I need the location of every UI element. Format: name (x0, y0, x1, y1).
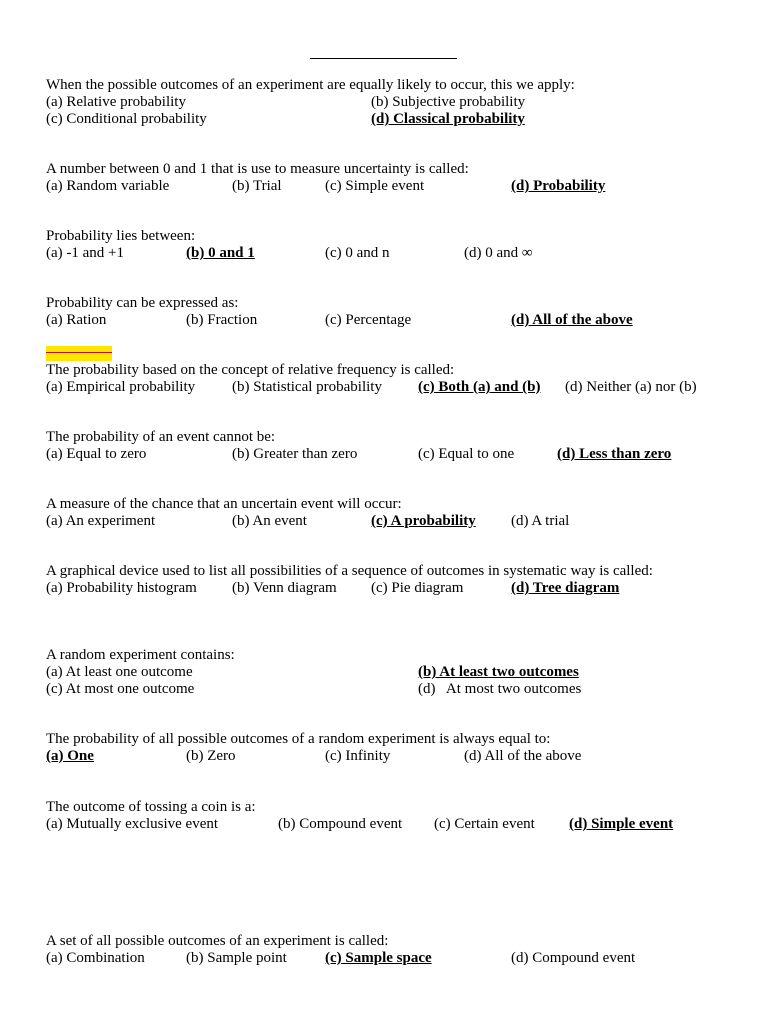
option-c-answer: (c) A probability (371, 513, 476, 529)
option-d-answer: (d) All of the above (511, 312, 633, 328)
question-stem: A random experiment contains: (46, 647, 235, 663)
question-stem: Probability lies between: (46, 228, 196, 244)
question-11 (46, 799, 726, 833)
option-b: (b) An event (232, 513, 307, 529)
option-c: (c) At most one outcome (46, 681, 195, 697)
option-d-answer: (d) Probability (511, 178, 606, 194)
highlight-mark (46, 346, 112, 361)
option-b: (b) Fraction (186, 312, 258, 328)
option-b: (b) Subjective probability (371, 94, 526, 110)
option-c: (c) Conditional probability (46, 111, 207, 127)
question-1 (46, 77, 726, 128)
option-d-answer: (d) Tree diagram (511, 580, 620, 596)
option-d: (d) Compound event (511, 950, 636, 966)
question-5 (46, 362, 726, 396)
option-c-answer: (c) Both (a) and (b) (418, 379, 541, 395)
question-8 (46, 563, 726, 597)
option-d-answer: (d) Classical probability (371, 111, 525, 127)
option-a: (a) Mutually exclusive event (46, 816, 219, 832)
option-d-answer: (d) Simple event (569, 816, 674, 832)
option-a: (a) An experiment (46, 513, 156, 529)
option-d: (d) All of the above (464, 748, 582, 764)
option-c: (c) Certain event (434, 816, 535, 832)
question-stem: Probability can be expressed as: (46, 295, 239, 311)
question-3 (46, 228, 726, 262)
question-stem: The outcome of tossing a coin is a: (46, 799, 256, 815)
question-stem: A set of all possible outcomes of an experiment is called: (46, 933, 389, 949)
option-b-answer: (b) At least two outcomes (418, 664, 579, 680)
options-row-2 (46, 111, 726, 128)
question-stem: The probability based on the concept of relative frequency is called: (46, 362, 455, 378)
options-row-1 (46, 94, 726, 111)
option-c: (c) Simple event (325, 178, 425, 194)
options-row (46, 245, 726, 262)
question-stem: The probability of an event cannot be: (46, 429, 276, 445)
option-a: (a) Random variable (46, 178, 170, 194)
question-7 (46, 496, 726, 530)
option-a: (a) Probability histogram (46, 580, 197, 596)
options-row (46, 816, 726, 833)
option-a-answer: (a) One (46, 748, 94, 764)
option-a: (a) Ration (46, 312, 107, 328)
options-row (46, 513, 726, 530)
options-row (46, 379, 726, 396)
option-d: (d) 0 and ∞ (464, 245, 533, 261)
question-stem: The probability of all possible outcomes of a random experiment is always equal to: (46, 731, 551, 747)
options-row-2 (46, 681, 726, 698)
option-c: (c) 0 and n (325, 245, 390, 261)
option-b: (b) Statistical probability (232, 379, 382, 395)
question-4 (46, 295, 726, 329)
question-12 (46, 933, 726, 967)
option-c: (c) Pie diagram (371, 580, 464, 596)
option-b: (b) Sample point (186, 950, 287, 966)
question-10 (46, 731, 726, 765)
option-d-answer: (d) Less than zero (557, 446, 672, 462)
option-b-answer: (b) 0 and 1 (186, 245, 255, 261)
options-row-1 (46, 664, 726, 681)
option-a: (a) Relative probability (46, 94, 186, 110)
question-stem: A graphical device used to list all possibilities of a sequence of outcomes in systematic way is called: (46, 563, 653, 579)
option-a: (a) Equal to zero (46, 446, 147, 462)
option-d: (d) Neither (a) nor (b) (565, 379, 697, 395)
question-stem: A measure of the chance that an uncertain event will occur: (46, 496, 402, 512)
options-row (46, 312, 726, 329)
option-c: (c) Equal to one (418, 446, 515, 462)
options-row (46, 580, 726, 597)
question-stem: A number between 0 and 1 that is use to measure uncertainty is called: (46, 161, 469, 177)
option-b: (b) Greater than zero (232, 446, 358, 462)
options-row (46, 178, 726, 195)
option-d: (d) A trial (511, 513, 570, 529)
question-9 (46, 647, 726, 698)
options-row (46, 950, 726, 967)
question-6 (46, 429, 726, 463)
option-a: (a) Empirical probability (46, 379, 196, 395)
option-b: (b) Trial (232, 178, 282, 194)
top-rule (310, 58, 457, 59)
question-2 (46, 161, 726, 195)
option-b: (b) Zero (186, 748, 236, 764)
option-a: (a) Combination (46, 950, 145, 966)
options-row (46, 446, 726, 463)
option-b: (b) Compound event (278, 816, 403, 832)
question-stem: When the possible outcomes of an experiment are equally likely to occur, this we apply: (46, 77, 575, 93)
option-b: (b) Venn diagram (232, 580, 337, 596)
option-c-answer: (c) Sample space (325, 950, 432, 966)
option-d: (d) At most two outcomes (418, 681, 582, 697)
option-a: (a) At least one outcome (46, 664, 193, 680)
option-a: (a) -1 and +1 (46, 245, 125, 261)
option-c: (c) Percentage (325, 312, 412, 328)
options-row (46, 748, 726, 765)
option-c: (c) Infinity (325, 748, 391, 764)
